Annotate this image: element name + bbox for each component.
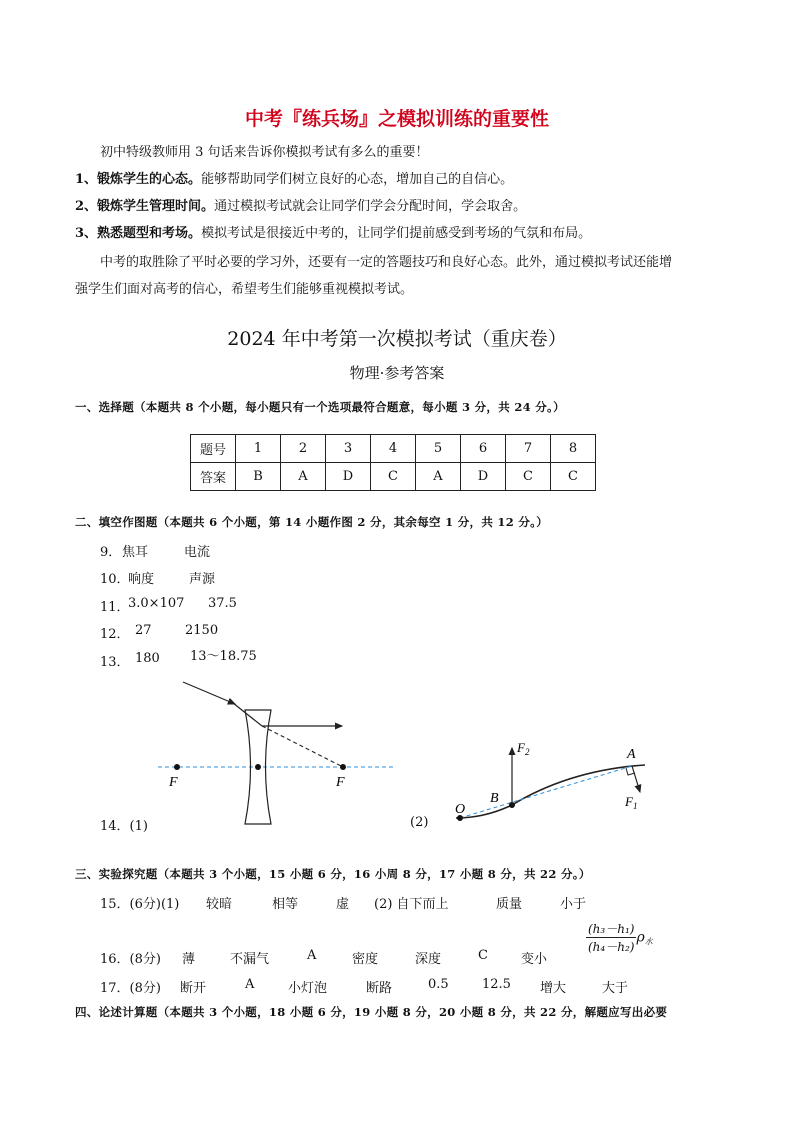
table-cell: 2 (281, 435, 326, 463)
item-answer: 37.5 (208, 596, 237, 611)
point-number: 3、 (75, 226, 98, 241)
item-answer: (2) 自下而上 (374, 897, 449, 912)
item-answer: 较暗 (206, 897, 233, 912)
table-cell: A (416, 463, 461, 491)
label-f1: $F_1$ (625, 794, 638, 811)
item-answer: 2150 (185, 623, 219, 638)
item-answer: 断路 (366, 981, 393, 996)
focus-label-left: F (169, 775, 178, 790)
item-answer: 0.5 (428, 977, 449, 992)
item-answer: 不漏气 (230, 952, 270, 967)
item-number: 10． (100, 572, 130, 587)
focal-point-left (174, 764, 180, 770)
item-answer: 声源 (189, 572, 216, 587)
promo-point-2 (75, 198, 526, 216)
item-answer: 小于 (560, 897, 587, 912)
promo-title: 中考『练兵场』之模拟训练的重要性 (244, 108, 549, 130)
label-b: B (490, 791, 499, 806)
table-cell: A (281, 463, 326, 491)
item-answer: 薄 (182, 952, 196, 967)
point-number: 2、 (75, 199, 98, 214)
formula-denominator: (h₄－h₂) (588, 940, 635, 954)
table-cell: 题号 (191, 435, 236, 463)
item-answer: A (307, 948, 317, 963)
item-answer: A (245, 977, 255, 992)
table-cell: D (326, 463, 371, 491)
answer-table (190, 434, 596, 491)
formula-rho-sub: 水 (644, 937, 653, 946)
point-number: 1、 (75, 172, 98, 187)
lever-diagram (440, 730, 660, 830)
item-answer: 焦耳 (122, 545, 149, 560)
answer-line-15 (100, 893, 620, 911)
point-body: 通过模拟考试就会让同学们学会分配时间，学会取舍。 (214, 199, 527, 214)
point-body: 能够帮助同学们树立良好的心态，增加自己的自信心。 (201, 172, 514, 187)
section4-heading: 四、论述计算题（本题共 3 个小题，18 小题 6 分，19 小题 8 分，20 小题 8 分，共 22 分，解题应写出必要 (75, 1005, 668, 1019)
answer-line-10 (100, 568, 400, 586)
item-answer: 密度 (352, 952, 379, 967)
point-head: 锻炼学生管理时间。 (97, 199, 215, 214)
table-cell: 5 (416, 435, 461, 463)
item-answer: 质量 (496, 897, 523, 912)
item-answer: 12.5 (482, 977, 511, 992)
promo-intro: 初中特级教师用 3 句话来告诉你模拟考试有多么的重要！ (100, 145, 429, 160)
table-row (191, 463, 596, 491)
table-cell: 4 (371, 435, 416, 463)
q14-part2-label: (2) (410, 815, 429, 830)
answer-line-13 (100, 651, 400, 669)
force-arm-line (460, 766, 632, 818)
section1-heading: 一、选择题（本题共 8 个小题，每小题只有一个选项最符合题意，每小题 3 分，共 24 分。） (75, 400, 565, 414)
table-cell: C (551, 463, 596, 491)
point-head: 锻炼学生的心态。 (97, 172, 202, 187)
section3-heading: 三、实验探究题（本题共 3 个小题，15 小题 6 分，16 小周 8 分，17 小题 8 分，共 22 分。） (75, 867, 591, 881)
exam-subtitle: 物理·参考答案 (349, 364, 445, 382)
item-answer: 13～18.75 (190, 649, 257, 664)
promo-closing-2: 强学生们面对高考的信心，希望考生们能够重视模拟考试。 (75, 282, 414, 297)
concave-lens-diagram (150, 672, 410, 832)
formula-numerator: (h₃－h₁) (588, 922, 635, 936)
item-answer: 大于 (602, 981, 629, 996)
lever-bar (456, 765, 645, 818)
label-f2: $F_2$ (517, 740, 530, 757)
table-cell: 答案 (191, 463, 236, 491)
answer-line-11 (100, 596, 400, 614)
extension-line (262, 726, 343, 767)
item-number: 13． (100, 655, 130, 670)
table-cell: 7 (506, 435, 551, 463)
point-head: 熟悉题型和考场。 (97, 226, 202, 241)
answer-line-16 (100, 948, 590, 966)
answer-line-9 (100, 541, 400, 559)
table-cell: 3 (326, 435, 371, 463)
optical-center (255, 764, 261, 770)
focus-label-right: F (336, 775, 345, 790)
item-number: 15．(6分)(1) (100, 897, 180, 912)
label-a: A (627, 747, 636, 762)
incident-ray (183, 682, 235, 704)
table-cell: C (371, 463, 416, 491)
promo-point-3 (75, 225, 591, 243)
item-answer: 深度 (415, 952, 442, 967)
item-number: 12． (100, 627, 130, 642)
density-formula (586, 920, 653, 955)
item-answer: 变小 (521, 952, 548, 967)
table-row (191, 435, 596, 463)
force-f1-arrow (632, 766, 640, 792)
table-cell: D (461, 463, 506, 491)
item-answer: 180 (135, 651, 160, 666)
item-number: 9． (100, 545, 122, 560)
item-answer: 电流 (184, 545, 211, 560)
answer-line-17 (100, 977, 640, 995)
table-cell: 8 (551, 435, 596, 463)
item-answer: 3.0×107 (128, 596, 185, 611)
table-cell: C (506, 463, 551, 491)
item-answer: 27 (135, 623, 152, 638)
section2-heading: 二、填空作图题（本题共 6 个小题，第 14 小题作图 2 分，其余每空 1 分，共 12 分。） (75, 515, 548, 529)
item-answer: 断开 (180, 981, 207, 996)
answer-line-12 (100, 623, 400, 641)
item-answer: 虚 (336, 897, 350, 912)
item-number: 11． (100, 600, 130, 615)
item-answer: 小灯泡 (288, 981, 328, 996)
table-cell: 6 (461, 435, 506, 463)
q14-label: 14．(1) (100, 819, 148, 834)
exam-title: 2024 年中考第一次模拟考试（重庆卷） (227, 328, 567, 350)
item-answer: 增大 (540, 981, 567, 996)
label-o: O (455, 802, 466, 817)
formula-rho: ρ (636, 929, 645, 946)
item-answer: C (478, 948, 488, 963)
point-body: 模拟考试是很接近中考的，让同学们提前感受到考场的气氛和布局。 (201, 226, 592, 241)
table-cell: 1 (236, 435, 281, 463)
item-number: 16．(8分) (100, 952, 161, 967)
item-answer: 响度 (128, 572, 155, 587)
table-cell: B (236, 463, 281, 491)
item-answer: 相等 (272, 897, 299, 912)
promo-closing-1: 中考的取胜除了平时必要的学习外，还要有一定的答题技巧和良好心态。此外，通过模拟考试还能增 (100, 255, 673, 270)
focal-point-right (340, 764, 346, 770)
item-number: 17．(8分) (100, 981, 161, 996)
promo-point-1 (75, 171, 513, 189)
